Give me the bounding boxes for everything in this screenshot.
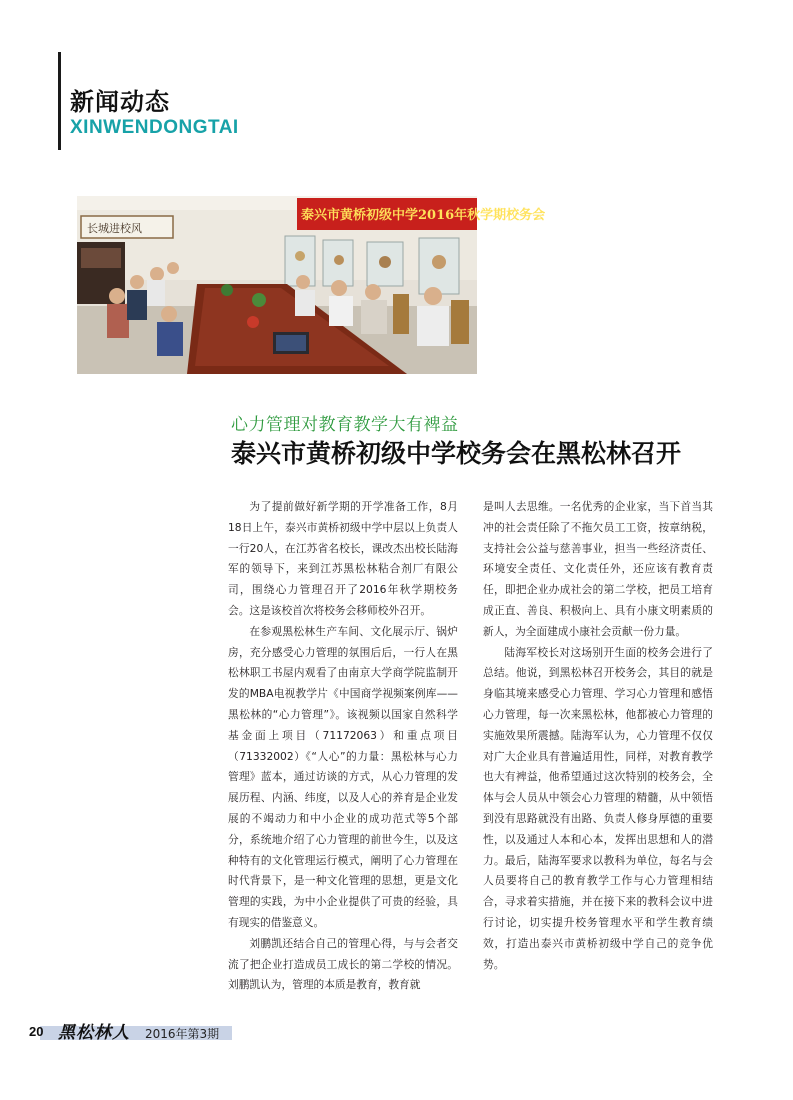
article-headline: 泰兴市黄桥初级中学校务会在黑松林召开	[231, 439, 682, 468]
section-rule	[58, 52, 61, 150]
page-number: 20	[29, 1024, 44, 1039]
paragraph: 为了提前做好新学期的开学准备工作，8月18日上午，泰兴市黄桥初级中学中层以上负责人一行20人，在江苏省名校长，课改杰出校长陆海军的领导下，来到江苏黑松林粘合剂厂有限公司，围绕心力管理召开了2016年秋学期校务会。这是该校首次将校务会移师校外召开。	[228, 500, 458, 617]
banner-text: 泰兴市黄桥初级中学2016年秋学期校务会	[301, 208, 546, 223]
paragraph: 刘鹏凯还结合自己的管理心得，与与会者交流了把企业打造成员工成长的第二学校的情况。刘鹏凯认为，管理的本质是教育，教育就	[228, 936, 458, 992]
article-kicker: 心力管理对教育教学大有裨益	[231, 415, 459, 435]
section-title: 新闻动态	[70, 88, 170, 116]
wall-plaque-text: 长城进校风	[87, 222, 142, 235]
meeting-photo	[77, 196, 546, 374]
issue-label: 2016年第3期	[145, 1027, 220, 1041]
paragraph: 在参观黑松林生产车间、文化展示厅、锅炉房，充分感受心力管理的氛围后后，一行人在黑松林职工书屋内观看了由南京大学商学院监制开发的MBA电视教学片《中国商学视频案例库——黑松林的“心力管理”》。该视频以国家自然科学基金面上项目（71172063）和重点项目（71332002）《“人心”的力量：黑松林与心力管理》蓝本，通过访谈的方式，从心力管理的发展历程、内涵、纬度，以及人心的养育是企业发展的不竭动力和中小企业的成功范式等5个部分，系统地介绍了心力管理的前世今生，以及这种特有的文化管理运行模式，阐明了心力管理在时代背景下，是一种文化管理的思想，更是文化管理的实践，为中小企业提供了可贵的经验，具有现实的借鉴意义。	[228, 624, 458, 929]
publication-logo: 黑松林人	[58, 1023, 130, 1043]
paragraph: 是叫人去思维。一名优秀的企业家，当下首当其冲的社会责任除了不拖欠员工工资，按章纳税，支持社会公益与慈善事业，担当一些经济责任、环境安全责任、文化责任外，还应该有教育责任，即把企业办成社会的第二学校，把员工培育成正直、善良、积极向上、具有小康文明素质的新人，为全面建成小康社会贡献一份力量。	[483, 500, 713, 638]
article-column-right	[483, 497, 713, 975]
paragraph: 陆海军校长对这场别开生面的校务会进行了总结。他说，到黑松林召开校务会，其目的就是身临其境来感受心力管理、学习心力管理和感悟心力管理，每一次来黑松林，他都被心力管理的实施效果所震撼。陆海军认为，心力管理不仅仅对广大企业具有普遍适用性，同样，对教育教学也大有裨益，他希望通过这次特别的校务会，全体与会人员从中领会心力管理的精髓，从中领悟到没有思路就没有出路、负责人修身厚德的重要性，以及通过人本和心本，发挥出思想和人的潜力。最后，陆海军要求以教科为单位，每名与会人员要将自己的教育教学工作与心力管理相结合，寻求着实措施，并在接下来的教科会议中进行讨论，切实提升校务管理水平和学生教育绩效，打造出泰兴市黄桥初级中学自己的竞争优势。	[483, 645, 713, 971]
article-column-left	[228, 497, 458, 996]
section-subtitle: XINWENDONGTAI	[70, 117, 239, 138]
